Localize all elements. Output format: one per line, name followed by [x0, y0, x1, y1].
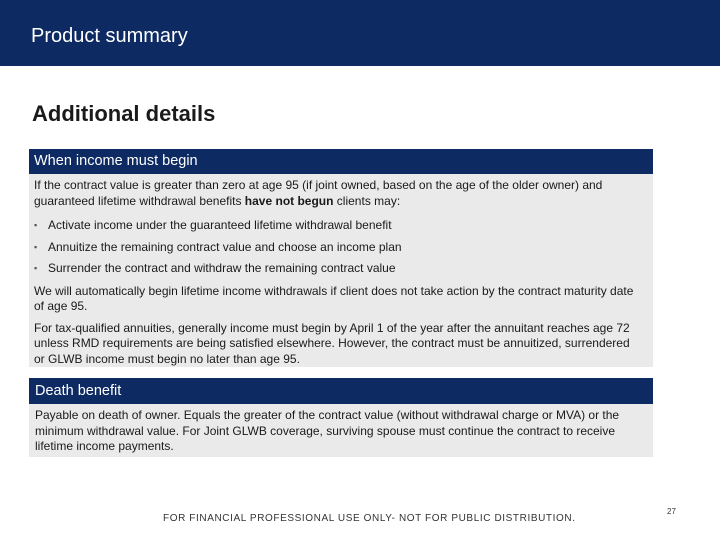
top-banner	[0, 0, 720, 66]
footer-disclaimer: FOR FINANCIAL PROFESSIONAL USE ONLY- NOT FOR PUBLIC DISTRIBUTION.	[163, 513, 576, 524]
list-item-text: Annuitize the remaining contract value and choose an income plan	[48, 239, 402, 254]
death-benefit-text: Payable on death of owner. Equals the greater of the contract value (without withdrawal charge or MVA) or the minimum withdrawal value. For Joint GLWB coverage, surviving spouse must continue the contract to receive lifetime income payments.	[35, 408, 620, 453]
income-intro	[34, 178, 643, 209]
tax-qualified-text: For tax-qualified annuities, generally income must begin by April 1 of the year after the annuitant reaches age 72 unless RMD requirements are being satisfied elsewhere. However, the contract must be annuitized, surrendered or GLWB income must begin no later than age 95.	[34, 320, 630, 366]
death-benefit-body	[29, 404, 653, 457]
auto-income-text: We will automatically begin lifetime income withdrawals if client does not take action by the contract maturity date of age 95.	[34, 283, 634, 313]
list-item	[34, 237, 643, 259]
list-item	[34, 215, 643, 237]
income-section-body	[29, 174, 653, 367]
income-options-list	[34, 215, 643, 280]
income-intro-end: clients may:	[333, 193, 401, 208]
bullet-icon: ▪	[34, 263, 38, 273]
page-number: 27	[667, 507, 676, 516]
death-benefit-header: Death benefit	[29, 378, 653, 404]
bullet-icon: ▪	[34, 220, 38, 230]
list-item-text: Surrender the contract and withdraw the remaining contract value	[48, 261, 396, 275]
page-title: Product summary	[31, 25, 188, 47]
bullet-icon: ▪	[34, 241, 38, 252]
list-item	[34, 258, 643, 280]
list-item-text: Activate income under the guaranteed lifetime withdrawal benefit	[48, 218, 392, 232]
section-heading: Additional details	[32, 101, 216, 126]
income-intro-start: If the contract value is greater than zero at age 95 (if joint owned, based on the age of the older owner) and guaranteed lifetime withdrawal benefits	[34, 178, 603, 208]
income-intro-emphasis: have not begun	[244, 193, 334, 208]
income-section-header: When income must begin	[29, 149, 653, 174]
